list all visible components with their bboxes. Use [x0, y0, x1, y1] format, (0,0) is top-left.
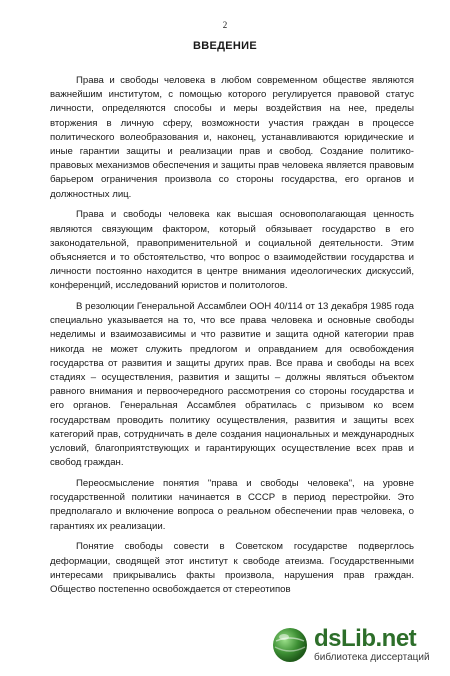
- page-title: ВВЕДЕНИЕ: [193, 40, 257, 52]
- paragraph-2: Права и свободы человека как высшая основополагающая ценность являются связующим фактором, который обязывает государство в его законодательной, правоприменительной и социальной деятельности. Этим объясняется и то обстоятельство, что вопрос о взаимодействии государства и личности постоянно находится в центре внимания идеологических дискуссий, конференций, исследований юристов и политологов.: [50, 209, 414, 292]
- paragraph-5: Понятие свободы совести в Советском государстве подверглось деформации, сводящей этот институт к свободе атеизма. Государственными интересами прикрывались факты произвола, нарушения прав граждан. Общество постепенно освобождается от стереотипов: [50, 541, 414, 595]
- paragraph-3: В резолюции Генеральной Ассамблеи ООН 40/114 от 13 декабря 1985 года специально указывается на то, что все права человека и основные свободы неделимы и взаимозависимы и что развитие и защита одной категории прав никогда не может служить предлогом и оправданием для освобождения государства от развития и защиты других прав. Все права и свободы на всех стадиях – осуществления, развития и защиты – должны являться объектом равного внимания и первоочередного рассмотрения со стороны государства и его органов. Генеральная Ассамблея обратилась с призывом ко всем государствам проводить политику осуществления, развития и защиты всех категорий прав, сотрудничать в деле создания национальных и международных условий, благоприятствующих и гарантирующих осуществление всех прав и свобод граждан.: [50, 301, 414, 469]
- paragraph-4: Переосмысление понятия "права и свободы человека", на уровне государственной политики начинается в СССР в период перестройки. Это предполагало и включение вопроса о реальном обеспечении прав человека, о гарантиях их реализации.: [50, 477, 414, 532]
- watermark-brand: dsLib.net: [314, 625, 417, 652]
- green-sphere-logo-icon: [270, 625, 310, 665]
- paragraph-1: Права и свободы человека в любом современном обществе являются важнейшим институтом, с помощью которого регулируется правовой статус личности, определяются способы и меры воздействия на нее, пределы вторжения в личную сферу, возможности участия граждан в процессе политического волеобразования и, наконец, устанавливаются юридические и иные гарантии защиты и реализации прав и свобод. Создание политико-правовых механизмов обеспечения и защиты прав человека является правовым барьером ограничения произвола со стороны государства, его органов и должностных лиц.: [50, 75, 414, 200]
- watermark-tagline: библиотека диссертаций: [314, 652, 430, 663]
- body-text: [50, 74, 414, 604]
- page-number: 2: [222, 20, 228, 30]
- dslib-watermark[interactable]: [270, 622, 440, 668]
